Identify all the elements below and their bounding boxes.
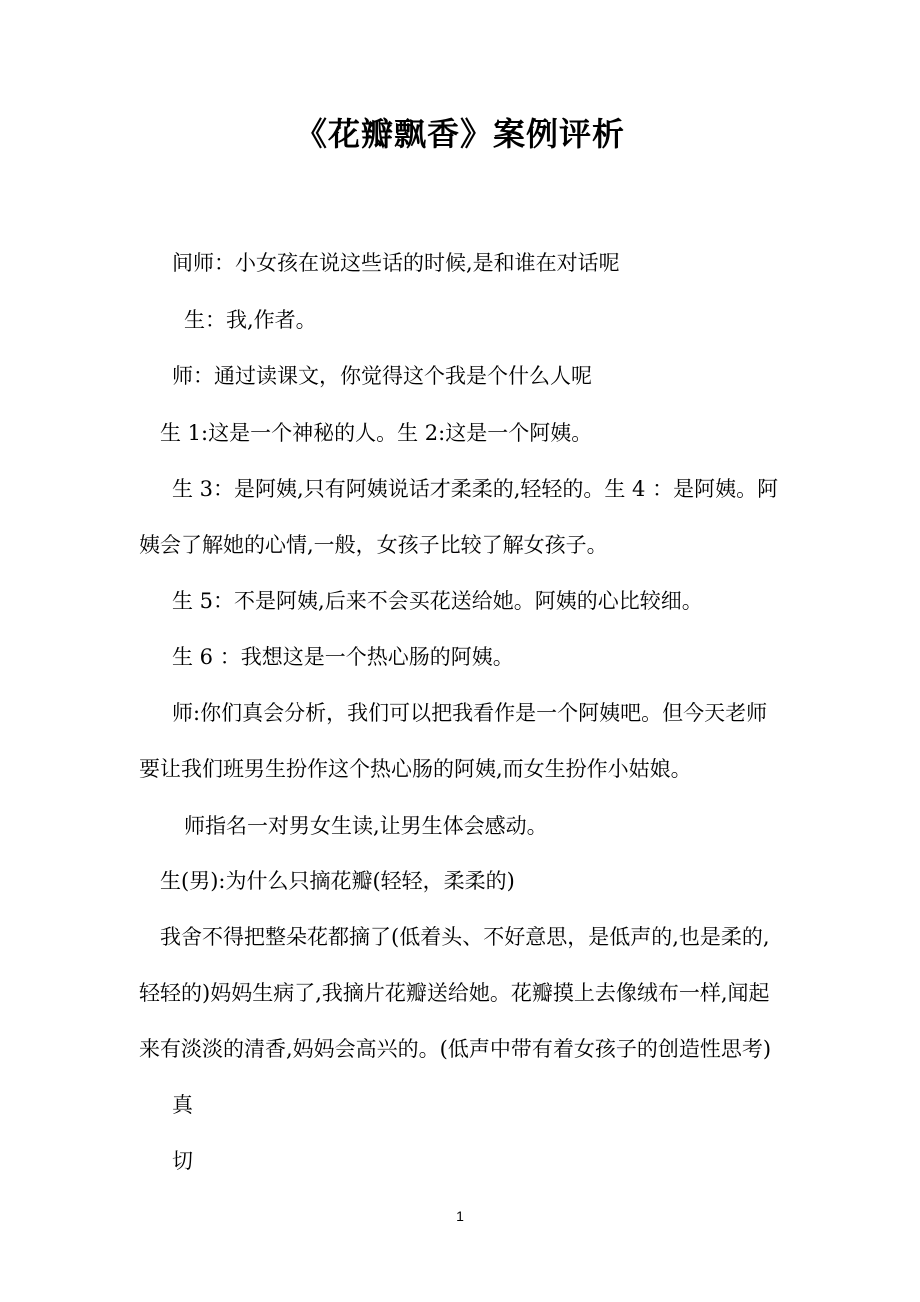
paragraph-line: 切 [172, 1149, 193, 1173]
paragraph-line: 师：通过读课文，你觉得这个我是个什么人呢 [172, 364, 592, 388]
paragraph-line: 轻轻的)妈妈生病了,我摘片花瓣送给她。花瓣摸上去像绒布一样,闻起 [139, 981, 770, 1005]
paragraph-line: 姨会了解她的心情,一般，女孩子比较了解女孩子。 [139, 533, 608, 557]
paragraph-line: 要让我们班男生扮作这个热心肠的阿姨,而女生扮作小姑娘。 [139, 757, 692, 781]
page-number: 1 [456, 1208, 464, 1224]
paragraph-line: 生 5：不是阿姨,后来不会买花送给她。阿姨的心比较细。 [172, 589, 703, 613]
document-title: 《花瓣飘香》案例评析 [294, 115, 625, 153]
paragraph-line: 生 3：是阿姨,只有阿姨说话才柔柔的,轻轻的。生 4 ：是阿姨。阿 [172, 477, 779, 501]
paragraph-line: 师:你们真会分析，我们可以把我看作是一个阿姨吧。但今天老师 [172, 701, 768, 725]
paragraph-line: 来有淡淡的清香,妈妈会高兴的。(低声中带有着女孩子的创造性思考) [139, 1037, 772, 1061]
paragraph-line: 生 1:这是一个神秘的人。生 2:这是一个阿姨。 [160, 421, 593, 445]
paragraph-line: 我舍不得把整朵花都摘了(低着头、不好意思，是低声的,也是柔的, [160, 925, 770, 949]
paragraph-line: 师指名一对男女生读,让男生体会感动。 [184, 814, 548, 838]
paragraph-line: 生：我,作者。 [184, 308, 317, 332]
paragraph-line: 间师：小女孩在说这些话的时候,是和谁在对话呢 [172, 251, 620, 275]
paragraph-line: 真 [172, 1093, 193, 1117]
paragraph-line: 生 6 ：我想这是一个热心肠的阿姨。 [172, 645, 514, 669]
paragraph-line: 生(男):为什么只摘花瓣(轻轻，柔柔的) [160, 869, 515, 893]
